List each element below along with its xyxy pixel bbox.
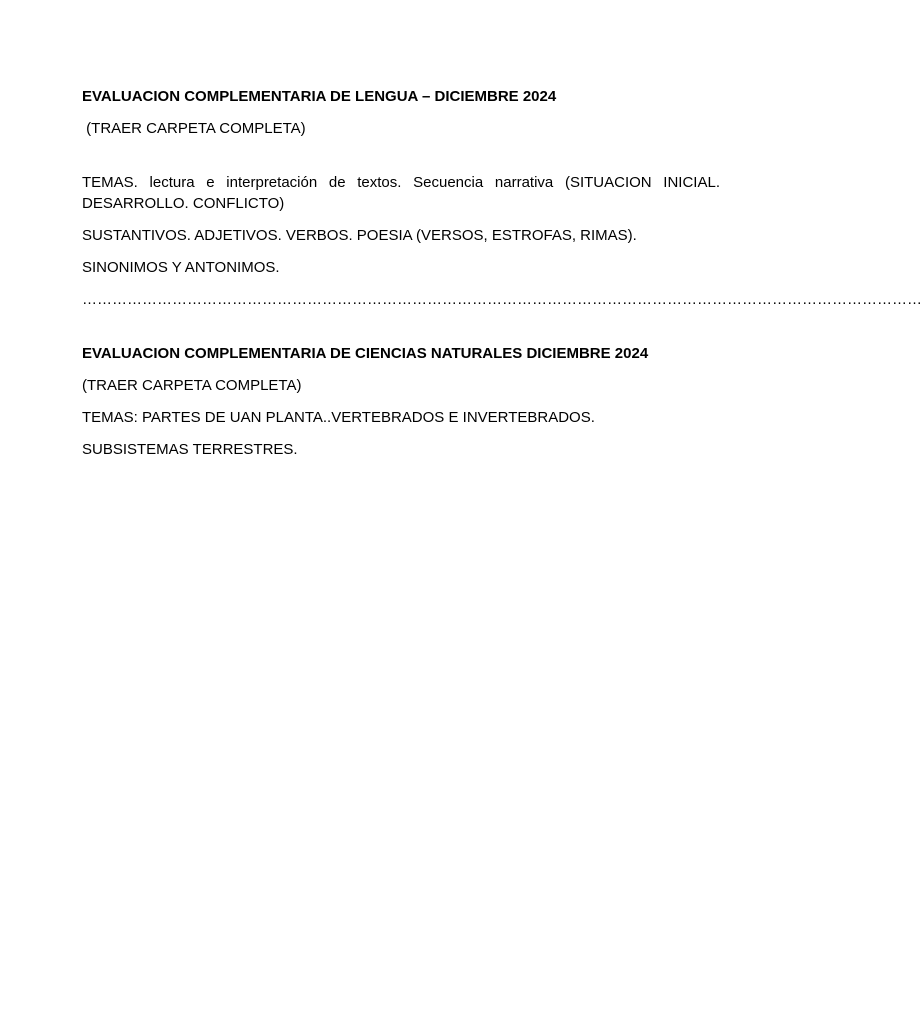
lengua-title: EVALUACION COMPLEMENTARIA DE LENGUA – DICIEMBRE 2024 <box>82 88 557 105</box>
spacer <box>82 150 720 172</box>
lengua-note: (TRAER CARPETA COMPLETA) <box>82 120 306 137</box>
lengua-themes-3: SINONIMOS Y ANTONIMOS. <box>82 259 280 276</box>
ciencias-note: (TRAER CARPETA COMPLETA) <box>82 377 302 394</box>
document-body <box>82 86 922 471</box>
ciencias-themes-2: SUBSISTEMAS TERRESTRES. <box>82 441 298 458</box>
lengua-themes-2: SUSTANTIVOS. ADJETIVOS. VERBOS. POESIA (VERSOS, ESTROFAS, RIMAS). <box>82 227 637 244</box>
ciencias-themes-1: TEMAS: PARTES DE UAN PLANTA..VERTEBRADOS E INVERTEBRADOS. <box>82 409 595 426</box>
ciencias-title: EVALUACION COMPLEMENTARIA DE CIENCIAS NATURALES DICIEMBRE 2024 <box>82 345 649 362</box>
spacer <box>82 321 720 343</box>
lengua-themes-1: TEMAS. lectura e interpretación de textos. Secuencia narrativa (SITUACION INICIAL. DESARROLLO. CONFLICTO) <box>82 174 720 212</box>
dotted-separator: …………………………………………………………………………………………………………………………………………………… <box>82 291 922 308</box>
